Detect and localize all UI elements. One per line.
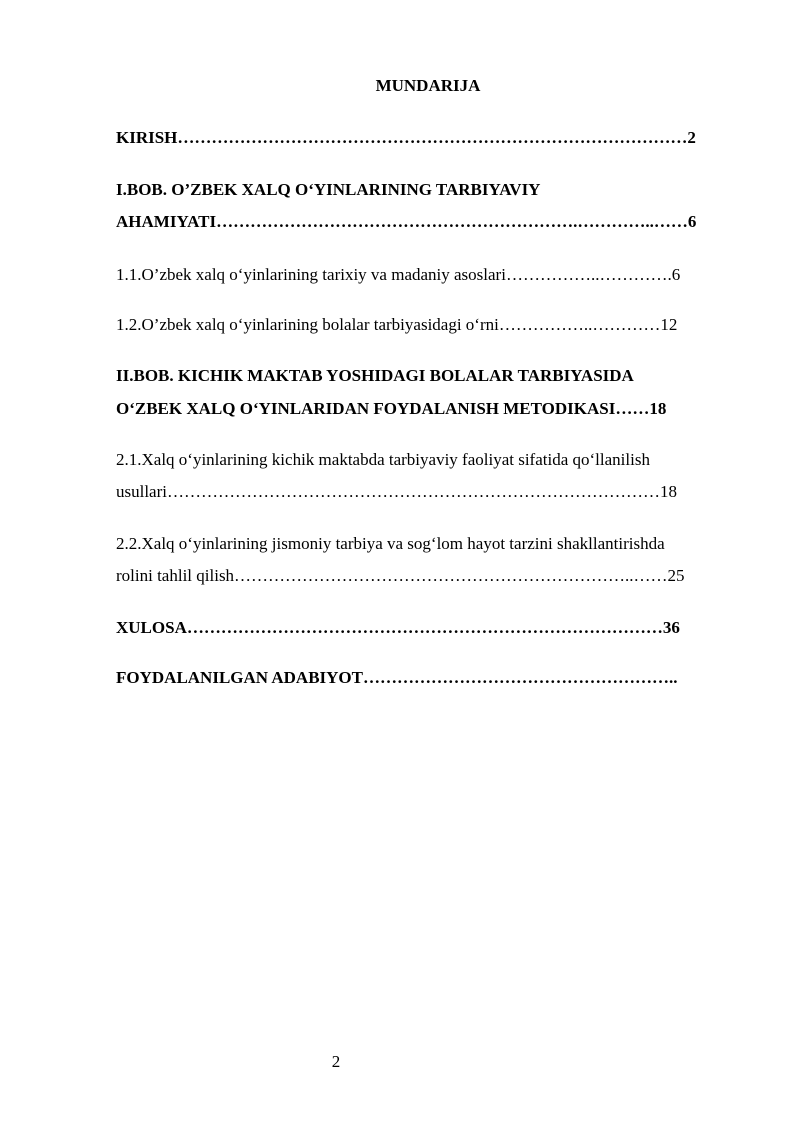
toc-entry-kirish: KIRISH………………………………………………………………………………2 — [116, 128, 696, 147]
toc-entry-section-1-1: 1.1.O’zbek xalq o‘yinlarining tarixiy va madaniy asoslari……………..………….6 — [116, 265, 681, 284]
toc-entry-chapter-2-line-1: II.BOB. KICHIK MAKTAB YOSHIDAGI BOLALAR TARBIYASIDA — [116, 366, 634, 385]
toc-entry-xulosa: XULOSA…………………………………………………………………………36 — [116, 618, 680, 637]
toc-entry-section-2-1-line-1: 2.1.Xalq o‘yinlarining kichik maktabda tarbiyaviy faoliyat sifatida qo‘llanilish — [116, 450, 650, 469]
toc-entry-adabiyot: FOYDALANILGAN ADABIYOT……………………………………………….. — [116, 668, 678, 687]
toc-heading: MUNDARIJA — [375, 76, 481, 95]
toc-entry-chapter-2-line-2: O‘ZBEK XALQ O‘YINLARIDAN FOYDALANISH METODIKASI……18 — [116, 399, 667, 418]
toc-entry-section-1-2: 1.2.O’zbek xalq o‘yinlarining bolalar tarbiyasidagi o‘rni……………..…………12 — [116, 315, 678, 334]
toc-entry-section-2-2-line-2: rolini tahlil qilish……………………………………………………………..……25 — [116, 566, 685, 585]
toc-entry-section-2-2-line-1: 2.2.Xalq o‘yinlarining jismoniy tarbiya va sog‘lom hayot tarzini shakllantirishda — [116, 534, 665, 553]
toc-entry-chapter-1-line-1: I.BOB. O’ZBEK XALQ O‘YINLARINING TARBIYAVIY — [116, 180, 541, 199]
page-number: 2 — [331, 1052, 341, 1071]
toc-entry-section-2-1-line-2: usullari……………………………………………………………………………18 — [116, 482, 677, 501]
toc-entry-chapter-1-line-2: AHAMIYATI……………………………………………………….…………..……6 — [116, 212, 697, 231]
